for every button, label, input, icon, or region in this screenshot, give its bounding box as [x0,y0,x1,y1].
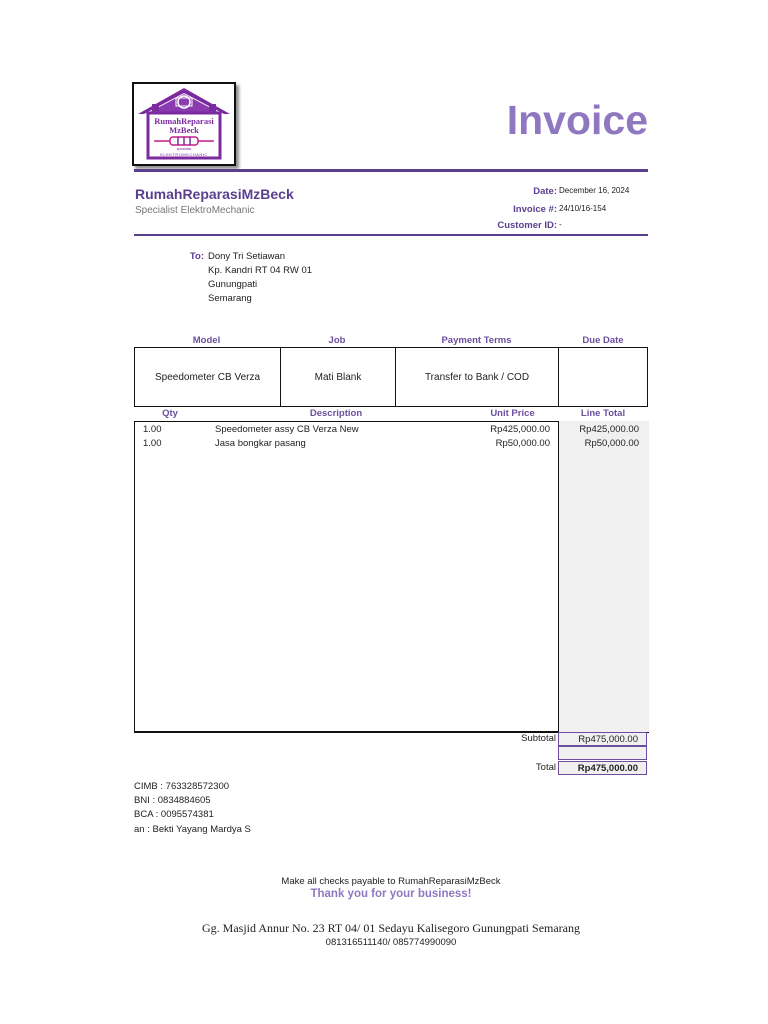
date-label: Date: [533,186,557,197]
job-cell: Mati Blank [314,371,362,383]
to-label: To: [189,251,204,262]
thank-you-message: Thank you for your business! [310,888,472,900]
logo-line3: spesialist [176,147,192,151]
item-description: Speedometer assy CB Verza New [215,424,359,435]
col-header-unit-price: Unit Price [490,408,535,419]
payable-note: Make all checks payable to RumahReparasiMzBeck [281,876,501,887]
invoice-number-value: 24/10/16-154 [559,204,607,213]
bank-account-line: BNI : 0834884605 [134,795,211,806]
item-line-total: Rp425,000.00 [579,424,639,435]
bank-account-line: CIMB : 763328572300 [134,781,230,792]
total-value: Rp475,000.00 [558,761,647,775]
col-header-job: Job [328,335,346,346]
line-total-column [558,421,649,732]
bank-account-line: BCA : 0095574381 [134,809,214,820]
col-header-qty: Qty [162,408,178,419]
item-qty: 1.00 [143,424,162,435]
company-logo [132,82,236,166]
invoice-title: Invoice [506,97,648,143]
due-date-cell [559,348,647,406]
summary-blank-row [558,746,647,760]
footer-phone: 081316511140/ 085774990090 [325,937,457,948]
recipient-name: Dony Tri Setiawan [208,251,286,262]
header-divider [134,169,648,172]
col-header-payment-terms: Payment Terms [441,335,512,346]
meta-divider [134,234,648,236]
col-header-due-date: Due Date [582,335,624,346]
item-qty: 1.00 [143,438,162,449]
item-unit-price: Rp50,000.00 [495,438,550,449]
footer-address: Gg. Masjid Annur No. 23 RT 04/ 01 Sedayu Kalisegoro Gunungpati Semarang [201,921,581,935]
recipient-address-line: Semarang [208,293,252,304]
date-value: December 16, 2024 [559,186,630,195]
item-unit-price: Rp425,000.00 [490,424,550,435]
logo-line1: RumahReparasi [154,116,214,126]
company-name: RumahReparasiMzBeck [135,186,294,202]
total-label: Total [535,762,556,773]
customer-id-label: Customer ID: [497,220,557,231]
company-tagline: Specialist ElektroMechanic [135,205,255,216]
job-table [134,347,648,407]
col-header-description: Description [309,408,363,419]
account-holder: an : Bekti Yayang Mardya S [134,824,251,835]
invoice-number-label: Invoice #: [513,204,557,215]
item-line-total: Rp50,000.00 [584,438,639,449]
payment-terms-cell: Transfer to Bank / COD [424,371,530,383]
recipient-address-line: Gunungpati [208,279,258,290]
item-description: Jasa bongkar pasang [215,438,306,449]
job-model-cell: Speedometer CB Verza [154,371,261,383]
subtotal-label: Subtotal [521,733,556,744]
col-header-line-total: Line Total [580,408,626,419]
logo-line2: MzBeck [169,125,199,135]
logo-line4: ELEKTROMECHANIC [160,152,208,157]
recipient-address-line: Kp. Kandri RT 04 RW 01 [208,265,313,276]
customer-id-value: - [559,220,562,229]
subtotal-value: Rp475,000.00 [558,732,647,746]
col-header-model: Model [192,335,221,346]
